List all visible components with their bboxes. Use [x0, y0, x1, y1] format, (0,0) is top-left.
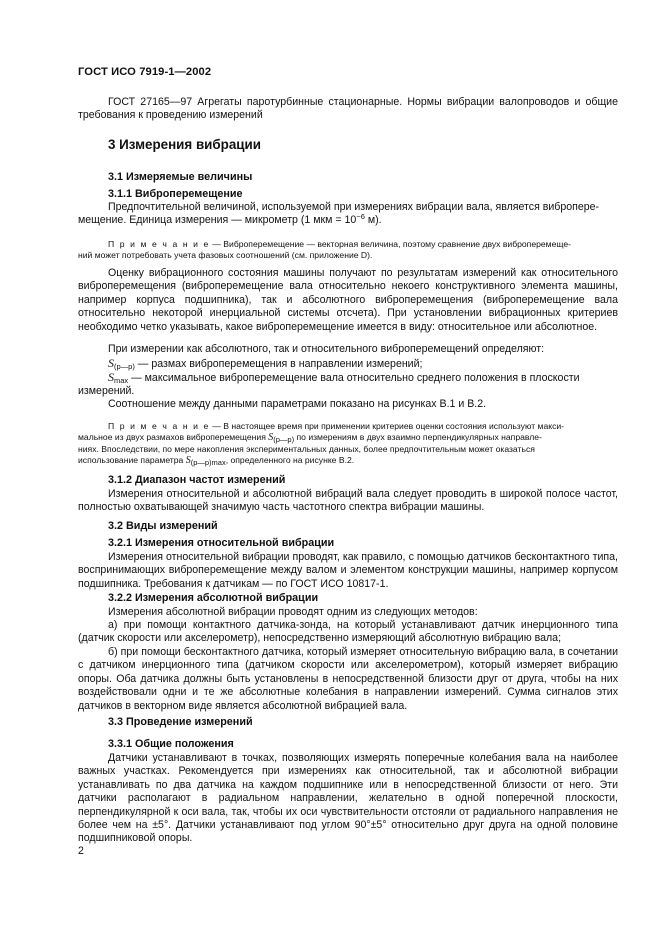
normative-reference: ГОСТ 27165—97 Агрегаты паротурбинные стационарные. Нормы вибрации валопроводов и общие требования к проведению измерений: [78, 96, 618, 122]
section-3-1-1-paragraph-3: При измерении как абсолютного, так и относительного виброперемещений определяют:: [108, 343, 545, 355]
section-3-3-title: 3.3 Проведение измерений: [108, 716, 253, 728]
section-3-2-1-paragraph: Измерения относительной вибрации проводят, как правило, с помощью датчиков бесконтактного типа, воспринимающих виброперемещение между валом и элементом конструкции машины, например корпусом подшипника. Требования к датчикам — по ГОСТ ИСО 10817-1.: [78, 551, 618, 590]
page-number: 2: [78, 845, 84, 857]
section-3-3-1-title: 3.3.1 Общие положения: [108, 738, 234, 750]
method-a: а) при помощи контактного датчика-зонда, на который устанавливают датчик инерционного типа (датчик скорости или акселерометр), непосредственно измеряющий абсолютную вибрацию вала;: [78, 619, 618, 645]
parameter-s-max: $S_{max}$ — максимальное виброперемещение вала относительно среднего положения в плоскости измерений.: [78, 370, 580, 398]
section-3-1-1-paragraph-2: Оценку вибрационного состояния машины получают по результатам измерений как относительного виброперемещения (виброперемещение вала относительно некоего конструктивного элемента машины, например корпуса подшипника), так и абсолютного виброперемещения (виброперемещение вала относительно некоторой инерциальной системы отсчета). При установлении вибрационных критериев необходимо четко указывать, какое виброперемещение имеется в виду: относительное или абсолютное.: [78, 267, 618, 333]
document-header: ГОСТ ИСО 7919-1—2002: [78, 66, 212, 78]
section-3-3-1-paragraph: Датчики устанавливают в точках, позволяющих измерять поперечные колебания вала на наиболее важных участках. Рекомендуется при измерениях как относительной, так и абсолютной вибрации устанавливать по два датчика на каждом подшипнике или в непосредственной близости от него. Эти датчики располагают в радиальном направлении, желательно в одной поперечной плоскости, перпендикулярной к оси вала, так, чтобы их оси чувствительности отстояли от радиального направления не более чем на ±5°. Датчики устанавливают под углом 90°±5° относительно друг друга на одной половине подшипниковой опоры.: [78, 752, 618, 845]
parameter-s-pp: $S_{(p—p)}$ — размах виброперемещения в направлении измерений;: [108, 356, 423, 371]
section-3-1-1-paragraph-1: Предпочтительной величиной, используемой при измерениях вибрации вала, является вибропере- мещение. Единица измерения — микрометр (1 мкм = $10^{-6}$ м).: [78, 201, 600, 227]
section-3-2-2-paragraph: Измерения абсолютной вибрации проводят одним из следующих методов:: [108, 606, 478, 618]
section-3-1-title: 3.1 Измеряемые величины: [108, 171, 253, 183]
section-3-1-2-paragraph: Измерения относительной и абсолютной вибраций вала следует проводить в широкой полосе частот, полностью охватывающей значимую часть частотного спектра вибрации машины.: [78, 488, 618, 514]
section-3-2-title: 3.2 Виды измерений: [108, 520, 218, 532]
section-3-1-2-title: 3.1.2 Диапазон частот измерений: [108, 474, 286, 486]
section-3-2-1-title: 3.2.1 Измерения относительной вибрации: [108, 537, 335, 549]
method-b: б) при помощи бесконтактного датчика, который измеряет относительную вибрацию вала, в сочетании с датчиком инерционного типа (датчиком скорости или акселерометром), который измеряет вибрацию опоры. Оба датчика должны быть установлены в непосредственной близости друг от друга, чтобы на них воздействовали одни и те же абсолютные колебания в направлении измерений. Сумма сигналов этих датчиков в векторном виде является абсолютной вибрацией вала.: [78, 646, 618, 712]
section-3-1-1-title: 3.1.1 Виброперемещение: [108, 188, 243, 200]
section-3-title: 3 Измерения вибрации: [108, 137, 262, 152]
section-3-2-2-title: 3.2.2 Измерения абсолютной вибрации: [108, 592, 319, 604]
section-3-1-1-paragraph-4: Соотношение между данными параметрами показано на рисунках В.1 и В.2.: [108, 398, 487, 410]
note-1: П р и м е ч а н и е — Виброперемещение — векторная величина, поэтому сравнение двух виброперемеще- ний может потребовать учета фазовых соотношений (см. приложение D).: [78, 239, 571, 261]
note-2: П р и м е ч а н и е — В настоящее время при применении критериев оценки состояния используют макси- мальное из двух размахов виброперемещения $S_{(p—p)}$ по измерениям в двух взаимно перпендикулярных направле- ниях. Впоследствии, по мере накопления экспериментальных данных, более предпочтительным может оказаться использование параметра $S_{(p—p)max}$, определенного на рисунке В.2.: [78, 421, 565, 467]
